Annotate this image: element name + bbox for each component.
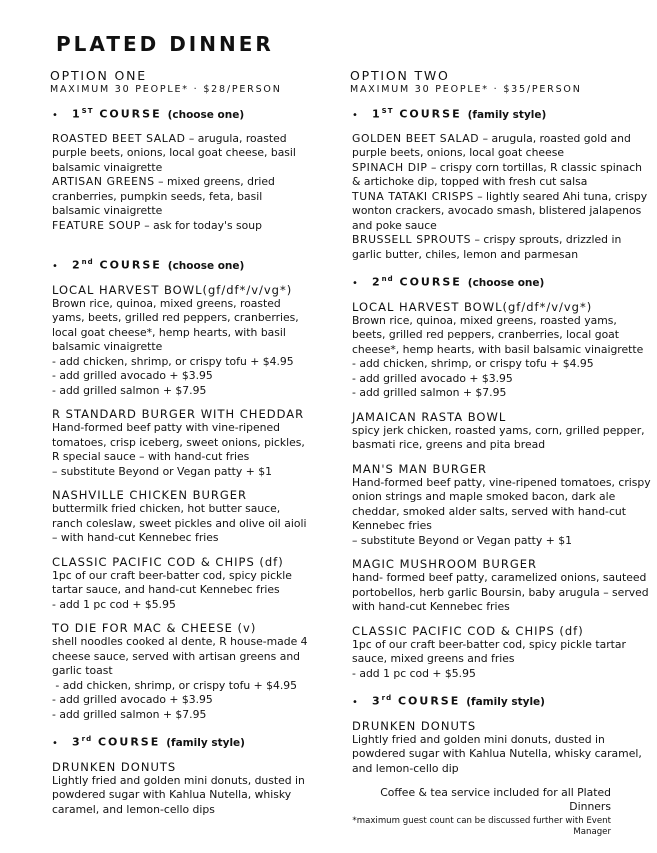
- menu-item-description: spicy jerk chicken, roasted yams, corn, grilled pepper, basmati rice, greens and pita bread: [352, 423, 645, 452]
- course-items: [50, 283, 312, 723]
- menu-item-name: TO DIE FOR MAC & CHEESE (v): [52, 621, 257, 636]
- course-name: [72, 104, 162, 122]
- menu-item-description: buttermilk fried chicken, hot butter sauce, ranch coleslaw, sweet pickles and olive oil aioli – with hand-cut Kennebec fries: [52, 502, 307, 545]
- menu-item: [352, 624, 652, 682]
- course-note: (family style): [467, 108, 547, 121]
- menu-item-name: DRUNKEN DONUTS: [52, 759, 177, 774]
- menu-item-name: BRUSSELL SPROUTS: [352, 233, 472, 247]
- menu-item-description: hand- formed beef patty, caramelized onions, sauteed portobellos, herb garlic Boursin, baby arugula – served with hand-cut Kennebec fries: [352, 571, 649, 614]
- menu-item: [52, 407, 312, 479]
- bullet-icon: •: [52, 109, 58, 121]
- course-name: [372, 104, 462, 122]
- bullet-icon: •: [52, 260, 58, 272]
- course-name: [372, 272, 462, 290]
- course-heading: [350, 272, 652, 291]
- menu-item-description: shell noodles cooked al dente, R house-made 4 cheese sauce, served with artisan greens and garlic toast: [52, 635, 308, 678]
- course-number: 1: [372, 107, 382, 121]
- course-note: (choose one): [467, 276, 545, 289]
- course-heading: [350, 691, 652, 710]
- course-ordinal: rd: [81, 735, 93, 744]
- menu-item-description: – crispy corn tortillas, R classic spinach & artichoke dip, topped with fresh cut salsa: [352, 160, 642, 189]
- menu-item-addon: - add 1 pc cod + $5.95: [352, 666, 476, 680]
- course-label: COURSE: [99, 107, 162, 121]
- menu-item-description: – mixed greens, dried cranberries, pumpkin seeds, feta, basil balsamic vinaigrette: [52, 175, 275, 218]
- menu-item: [52, 621, 312, 722]
- menu-item-name: MAN'S MAN BURGER: [352, 461, 488, 476]
- course-label: COURSE: [397, 694, 461, 708]
- course-name: [72, 255, 162, 273]
- menu-item-description: 1pc of our craft beer-batter cod, spicy pickle tartar sauce, mixed greens and fries: [352, 637, 626, 666]
- option-name: OPTION TWO: [350, 68, 450, 83]
- option-subtitle: MAXIMUM 30 PEOPLE* · $28/PERSON: [50, 84, 282, 95]
- menu-item-description: – crispy sprouts, drizzled in garlic butter, chiles, lemon and parmesan: [352, 233, 622, 261]
- menu-item-name: JAMAICAN RASTA BOWL: [352, 409, 507, 424]
- course-ordinal: rd: [381, 694, 393, 703]
- menu-item-name: GOLDEN BEET SALAD: [352, 131, 480, 145]
- menu-item-addon: – substitute Beyond or Vegan patty + $1: [352, 533, 572, 547]
- course-name: [372, 691, 460, 709]
- menu-item-name: CLASSIC PACIFIC COD & CHIPS (df): [352, 623, 584, 638]
- menu-item: [52, 760, 312, 818]
- menu-item-name: LOCAL HARVEST BOWL(gf/df*/v/vg*): [52, 282, 293, 297]
- menu-item-addon: - add chicken, shrimp, or crispy tofu + $4.95: [52, 354, 294, 368]
- menu-item-description: 1pc of our craft beer-batter cod, spicy pickle tartar sauce, and hand-cut Kennebec fries: [52, 568, 292, 597]
- menu-item-description: Hand-formed beef patty, vine-ripened tomatoes, crispy onion strings and maple smoked bacon, dark ale cheddar, smoked alder salts, served with hand-cut Kennebec fries: [352, 475, 651, 533]
- course-label: COURSE: [97, 735, 161, 749]
- menu-item: [52, 132, 312, 176]
- menu-item-description: – ask for today's soup: [140, 218, 262, 232]
- course-heading: [50, 255, 312, 274]
- menu-item-name: NASHVILLE CHICKEN BURGER: [52, 488, 248, 503]
- menu-item: [352, 462, 652, 549]
- course-note: (choose one): [167, 259, 245, 272]
- menu-item-name: FEATURE SOUP: [52, 218, 141, 232]
- course-heading: [50, 732, 312, 751]
- course-label: COURSE: [99, 258, 162, 272]
- menu-item-name: TUNA TATAKI CRISPS: [352, 189, 474, 203]
- course-note: (choose one): [167, 108, 245, 121]
- menu-item: [352, 161, 652, 190]
- menu-item-addon: - add 1 pc cod + $5.95: [52, 597, 176, 611]
- course-note: (family style): [466, 695, 545, 708]
- menu-item: [352, 410, 652, 453]
- bullet-icon: •: [352, 277, 358, 289]
- menu-item-description: – arugula, roasted gold and purple beets, onions, local goat cheese: [352, 131, 631, 160]
- option-name: OPTION ONE: [50, 68, 147, 83]
- bullet-icon: •: [352, 109, 358, 121]
- course-number: 3: [72, 735, 82, 749]
- menu-item: [352, 719, 652, 777]
- menu-item: [352, 557, 652, 615]
- course-ordinal: ST: [381, 107, 394, 115]
- menu-item-name: ARTISAN GREENS: [52, 175, 155, 189]
- course-items: [350, 719, 652, 777]
- course-number: 2: [72, 258, 82, 272]
- menu-item-description: Brown rice, quinoa, mixed greens, roasted yams, beets, grilled red peppers, cranberries, local goat cheese*, hemp hearts, with basil balsamic vinaigrette: [352, 313, 644, 356]
- menu-item-addon: - add grilled salmon + $7.95: [52, 383, 207, 397]
- menu-item-name: LOCAL HARVEST BOWL(gf/df*/v/vg*): [352, 299, 593, 314]
- menu-item-addon: - add chicken, shrimp, or crispy tofu + $4.95: [52, 678, 298, 692]
- footer-notes: [351, 786, 611, 838]
- course-label: COURSE: [399, 107, 462, 121]
- menu-item-addon: - add grilled salmon + $7.95: [352, 386, 507, 400]
- option-one-column: [50, 68, 312, 827]
- course-items: [50, 760, 312, 818]
- menu-item: [352, 132, 652, 161]
- menu-item: [352, 233, 652, 262]
- course-heading: [350, 104, 652, 123]
- course-items: [350, 132, 652, 263]
- menu-item-addon: - add chicken, shrimp, or crispy tofu + $4.95: [352, 357, 594, 371]
- menu-item-name: CLASSIC PACIFIC COD & CHIPS (df): [52, 554, 284, 569]
- course-number: 3: [372, 694, 382, 708]
- menu-item-addon: – substitute Beyond or Vegan patty + $1: [52, 464, 272, 478]
- menu-item-description: Lightly fried and golden mini donuts, dusted in powdered sugar with Kahlua Nutella, whisky caramel, and lemon-cello dips: [52, 773, 305, 816]
- option-two-column: [350, 68, 652, 786]
- course-ordinal: nd: [381, 275, 394, 284]
- option-subtitle: MAXIMUM 30 PEOPLE* · $35/PERSON: [350, 84, 582, 95]
- menu-item-addon: - add grilled avocado + $3.95: [352, 371, 513, 385]
- menu-item-description: – lightly seared Ahi tuna, crispy wonton crackers, avocado smash, blistered jalapenos and poke sauce: [352, 189, 648, 232]
- bullet-icon: •: [52, 737, 58, 749]
- menu-item-description: Hand-formed beef patty with vine-ripened tomatoes, crisp iceberg, sweet onions, pickles, R special sauce – with hand-cut fries: [52, 421, 305, 464]
- fine-print: *maximum guest count can be discussed further with Event Manager: [352, 816, 611, 837]
- course-label: COURSE: [399, 275, 462, 289]
- menu-item-addon: - add grilled avocado + $3.95: [52, 369, 213, 383]
- menu-item-addon: - add grilled avocado + $3.95: [52, 693, 213, 707]
- menu-item-description: Brown rice, quinoa, mixed greens, roasted yams, beets, grilled red peppers, cranberries, local goat cheese*, hemp hearts, with basil balsamic vinaigrette: [52, 296, 299, 354]
- menu-item: [352, 300, 652, 401]
- course-name: [72, 732, 160, 750]
- menu-item: [52, 283, 312, 399]
- course-ordinal: nd: [81, 258, 94, 267]
- course-heading: [50, 104, 312, 123]
- menu-item: [52, 175, 312, 219]
- menu-item: [52, 219, 312, 234]
- menu-item-name: DRUNKEN DONUTS: [352, 718, 477, 733]
- menu-item-name: R STANDARD BURGER WITH CHEDDAR: [52, 407, 305, 422]
- menu-item-description: – arugula, roasted purple beets, onions, local goat cheese, basil balsamic vinaigrette: [52, 131, 296, 174]
- service-note: Coffee & tea service included for all Plated Dinners: [380, 786, 611, 813]
- menu-item: [352, 190, 652, 234]
- menu-item-addon: - add grilled salmon + $7.95: [52, 707, 207, 721]
- menu-item: [52, 488, 312, 546]
- course-items: [50, 132, 312, 234]
- menu-item: [52, 555, 312, 613]
- course-items: [350, 300, 652, 682]
- course-note: (family style): [166, 736, 245, 749]
- menu-item-name: ROASTED BEET SALAD: [52, 131, 186, 145]
- menu-item-name: MAGIC MUSHROOM BURGER: [352, 557, 537, 572]
- menu-item-name: SPINACH DIP: [352, 160, 428, 174]
- menu-item-description: Lightly fried and golden mini donuts, dusted in powdered sugar with Kahlua Nutella, whisky caramel, and lemon-cello dip: [352, 732, 642, 775]
- course-number: 2: [372, 275, 382, 289]
- course-ordinal: ST: [81, 107, 94, 115]
- course-number: 1: [72, 107, 82, 121]
- bullet-icon: •: [352, 696, 358, 708]
- page-title: PLATED DINNER: [56, 32, 274, 56]
